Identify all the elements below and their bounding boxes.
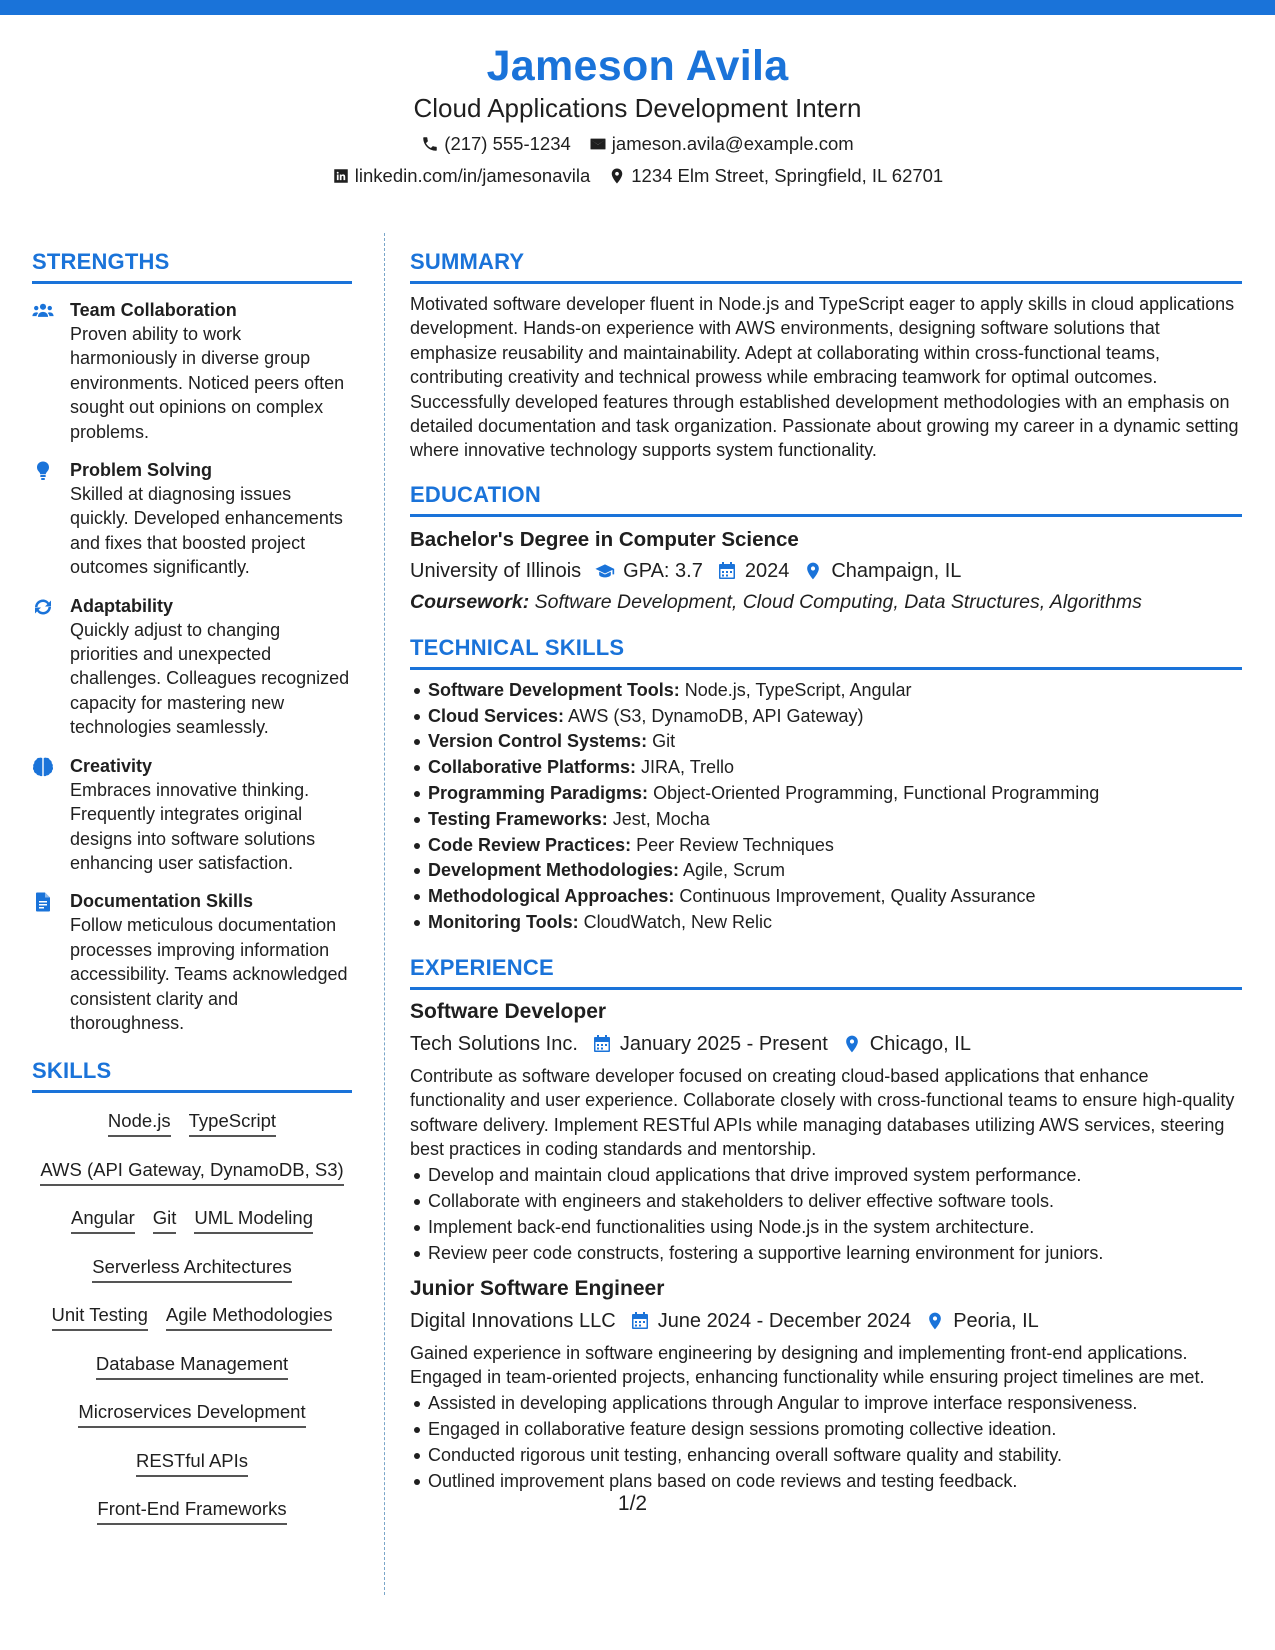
job-bullets [410, 1163, 1242, 1266]
skill-row [32, 1255, 352, 1283]
education-location: Champaign, IL [831, 559, 962, 582]
linkedin-icon [332, 167, 350, 185]
skill-tag: Microservices Development [78, 1400, 305, 1428]
brain-icon [32, 757, 54, 777]
skill-category: Development Methodologies: [428, 860, 680, 881]
list-item [410, 858, 1242, 884]
list-item: Review peer code constructs, fostering a supportive learning environment for juniors. [410, 1241, 1242, 1267]
skill-values: Agile, Scrum [679, 860, 786, 881]
strength-item [32, 594, 352, 740]
coursework-label: Coursework: [410, 590, 530, 613]
school-name: University of Illinois [410, 559, 582, 582]
map-pin-icon [803, 561, 823, 581]
skill-values: Jest, Mocha [607, 808, 710, 829]
lightbulb-icon [32, 461, 54, 481]
phone-text: (217) 555-1234 [444, 133, 571, 154]
phone-contact [421, 132, 571, 156]
strengths-heading: STRENGTHS [32, 248, 352, 284]
page-number: 1/2 [617, 1492, 648, 1515]
list-item [410, 704, 1242, 730]
graduation-year: 2024 [744, 559, 790, 582]
company-name: Tech Solutions Inc. [410, 1032, 578, 1055]
degree-title: Bachelor's Degree in Computer Science [410, 527, 799, 551]
address-contact [608, 164, 943, 188]
job-dates: June 2024 - December 2024 [657, 1309, 912, 1332]
skill-category: Version Control Systems: [428, 731, 648, 752]
education-heading: EDUCATION [410, 481, 1242, 517]
skill-tag: TypeScript [189, 1109, 276, 1137]
coursework [410, 588, 1242, 616]
left-column [32, 248, 352, 1546]
skill-values: JIRA, Trello [636, 757, 735, 778]
strength-item [32, 458, 352, 580]
map-pin-icon [842, 1034, 862, 1054]
skills-list [32, 1109, 352, 1525]
skill-values: Peer Review Techniques [631, 834, 834, 855]
sync-icon [32, 597, 54, 617]
strength-desc: Skilled at diagnosing issues quickly. Developed enhancements and fixes that boosted project outcomes significantly. [70, 484, 343, 578]
job-description: Contribute as software developer focused on creating cloud-based applications that enhance functionality and user experience. Collaborate closely with cross-functional teams to ensure high-quality software delivery. Implement RESTful APIs while managing databases utilizing AWS services, steering best practices in coding standards and mentorship. [410, 1065, 1235, 1160]
skill-row [32, 1400, 352, 1428]
skill-tag: UML Modeling [194, 1206, 313, 1234]
list-item [410, 807, 1242, 833]
list-item: Engaged in collaborative feature design sessions promoting collective ideation. [410, 1417, 1242, 1443]
skill-tag: Front-End Frameworks [97, 1497, 286, 1525]
gpa-text: GPA: 3.7 [623, 559, 703, 582]
graduation-cap-icon [595, 561, 615, 581]
skill-tag: Serverless Architectures [92, 1255, 291, 1283]
skill-category: Software Development Tools: [428, 679, 680, 700]
list-item [410, 755, 1242, 781]
strength-item [32, 298, 352, 444]
skill-tag: Unit Testing [52, 1303, 148, 1331]
linkedin-text[interactable]: linkedin.com/in/jamesonavila [354, 165, 591, 186]
list-item: Implement back-end functionalities using Node.js in the system architecture. [410, 1215, 1242, 1241]
skill-values: Object-Oriented Programming, Functional Programming [648, 783, 1100, 804]
list-item [410, 781, 1242, 807]
candidate-name: Jameson Avila [486, 42, 789, 90]
email-contact[interactable] [589, 132, 854, 156]
email-text[interactable]: jameson.avila@example.com [611, 133, 854, 154]
top-accent-bar [0, 0, 1275, 15]
experience-heading: EXPERIENCE [410, 954, 1242, 990]
skill-tag: RESTful APIs [136, 1449, 248, 1477]
resume-header [0, 40, 1275, 188]
technical-skills-heading: TECHNICAL SKILLS [410, 634, 1242, 670]
skill-category: Collaborative Platforms: [428, 757, 637, 778]
strength-title: Documentation Skills [70, 891, 254, 912]
skill-tag: AWS (API Gateway, DynamoDB, S3) [40, 1158, 343, 1186]
skill-values: CloudWatch, New Relic [578, 912, 773, 933]
skill-tag: Agile Methodologies [166, 1303, 333, 1331]
job-dates: January 2025 - Present [619, 1032, 828, 1055]
document-icon [32, 892, 54, 912]
list-item [410, 729, 1242, 755]
job-description: Gained experience in software engineering by designing and implementing front-end applications. Engaged in team-oriented projects, enhancing functionality while ensuring project timelines are met. [410, 1342, 1205, 1388]
list-item [410, 884, 1242, 910]
users-icon [32, 301, 54, 321]
skill-row [32, 1352, 352, 1380]
column-divider [384, 233, 385, 1595]
list-item [410, 833, 1242, 859]
list-item: Assisted in developing applications through Angular to improve interface responsiveness. [410, 1391, 1242, 1417]
strength-title: Adaptability [70, 595, 174, 616]
skill-category: Programming Paradigms: [428, 783, 649, 804]
strength-desc: Follow meticulous documentation processes improving information accessibility. Teams acknowledged consistent clarity and thoroughness. [70, 915, 348, 1033]
strength-desc: Proven ability to work harmoniously in diverse group environments. Noticed peers often sought out opinions on complex problems. [70, 324, 345, 442]
job-location: Peoria, IL [953, 1309, 1039, 1332]
job-entry [410, 998, 1242, 1267]
skills-heading: SKILLS [32, 1057, 352, 1093]
job-title: Software Developer [410, 999, 607, 1023]
skill-category: Cloud Services: [428, 705, 565, 726]
job-location: Chicago, IL [869, 1032, 971, 1055]
skill-row [32, 1206, 352, 1234]
candidate-role: Cloud Applications Development Intern [413, 93, 862, 123]
list-item [410, 678, 1242, 704]
skill-values: Continuous Improvement, Quality Assurance [674, 886, 1036, 907]
list-item: Develop and maintain cloud applications that drive improved system performance. [410, 1163, 1242, 1189]
address-text: 1234 Elm Street, Springfield, IL 62701 [631, 165, 944, 186]
job-title: Junior Software Engineer [410, 1276, 665, 1300]
map-pin-icon [608, 167, 626, 185]
technical-skills-list [410, 678, 1242, 936]
right-column [410, 248, 1242, 1495]
strength-item [32, 889, 352, 1035]
list-item: Conducted rigorous unit testing, enhancing overall software quality and stability. [410, 1443, 1242, 1469]
contact-line-1 [0, 132, 1275, 156]
list-item [410, 910, 1242, 936]
skill-tag: Angular [71, 1206, 135, 1234]
skill-category: Testing Frameworks: [428, 808, 608, 829]
skill-row [32, 1303, 352, 1331]
calendar-icon [592, 1034, 612, 1054]
skill-row [32, 1158, 352, 1186]
list-item: Outlined improvement plans based on code reviews and testing feedback. [410, 1469, 1242, 1495]
list-item: Collaborate with engineers and stakeholders to deliver effective software tools. [410, 1189, 1242, 1215]
summary-text: Motivated software developer fluent in Node.js and TypeScript eager to apply skills in cloud applications development. Hands-on experience with AWS environments, designing software solutions that emphasize reusability and maintainability. Adept at collaborating within cross-functional teams, contributing creativity and technical prowess while embracing teamwork for optimal outcomes. Successfully developed features through established development methodologies with an emphasis on detailed documentation and task organization. Passionate about growing my career in a dynamic setting where innovative technology supports system functionality. [410, 294, 1239, 461]
strength-title: Creativity [70, 755, 153, 776]
company-name: Digital Innovations LLC [410, 1309, 616, 1332]
skill-category: Code Review Practices: [428, 834, 632, 855]
contact-line-2 [0, 164, 1275, 188]
job-bullets [410, 1391, 1242, 1494]
skill-row [32, 1109, 352, 1137]
calendar-icon [630, 1311, 650, 1331]
coursework-list: Software Development, Cloud Computing, Data Structures, Algorithms [529, 590, 1142, 613]
summary-heading: SUMMARY [410, 248, 1242, 284]
job-meta [410, 1307, 1242, 1335]
envelope-icon [589, 135, 607, 153]
strength-title: Team Collaboration [70, 300, 237, 320]
strength-desc: Quickly adjust to changing priorities and unexpected challenges. Colleagues recognized capacity for mastering new technologies seamlessly. [70, 619, 350, 738]
education-meta [410, 557, 1242, 585]
skill-row [32, 1449, 352, 1477]
strength-desc: Embraces innovative thinking. Frequently integrates original designs into software solutions enhancing user satisfaction. [70, 779, 316, 873]
map-pin-icon [925, 1311, 945, 1331]
skill-tag: Git [153, 1206, 177, 1234]
calendar-icon [717, 561, 737, 581]
linkedin-contact[interactable] [332, 164, 590, 188]
skill-values: Git [647, 731, 676, 752]
phone-icon [421, 135, 439, 153]
job-meta [410, 1030, 1242, 1058]
skill-category: Monitoring Tools: [428, 912, 579, 933]
skill-values: Node.js, TypeScript, Angular [679, 679, 912, 700]
skill-category: Methodological Approaches: [428, 886, 675, 907]
skill-values: AWS (S3, DynamoDB, API Gateway) [564, 705, 864, 726]
strength-item [32, 754, 352, 876]
job-entry [410, 1275, 1242, 1495]
strength-title: Problem Solving [70, 460, 213, 481]
skill-tag: Database Management [96, 1352, 288, 1380]
skill-tag: Node.js [108, 1109, 171, 1137]
